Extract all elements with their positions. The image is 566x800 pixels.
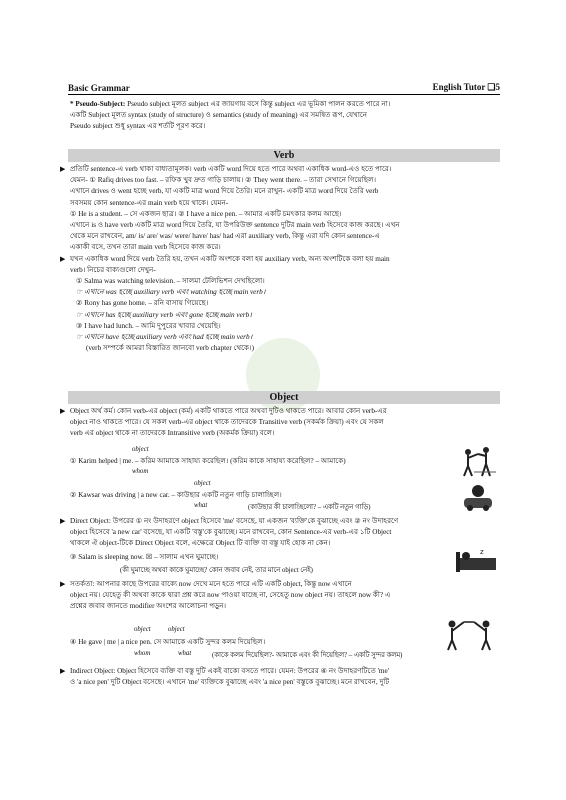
header-left: Basic Grammar — [68, 83, 130, 93]
s1-label-whom: whom — [132, 468, 149, 475]
pseudo-line3: Pseudo subject শুধু syntax এর শর্তটি পূরণ করে। — [70, 122, 206, 131]
caution-n3: প্রশ্নের জবাব জানতে modifier অংশের আলোচনা পড়ুন। — [70, 602, 227, 611]
indirect-i1: Indirect Object: Object হিসেবে ব্যক্তি বা বস্তু দুটি একই বাক্যে বসতে পারে। যেমন: উপরের ④ নং উদাহরণটিতে 'me' — [70, 667, 390, 675]
direct-d2: object হিসেবে 'a new car' বসেছে, যা একটি 'বস্তু'কে বুঝাচ্ছে। মনে রাখবেন, কোন Sentence-এর verb-এর ১টি Object — [70, 528, 392, 537]
bullet-icon: ▶ — [60, 667, 66, 675]
example-2-note: (কাউছার কী চালাচ্ছিলো? – একটি নতুন গাড়ি) — [248, 504, 371, 511]
s2-label-what: what — [194, 502, 208, 509]
direct-d3: থাকলে ঐ object-টিকে Direct Object বলে, এক্ষেত্রে Object টি ব্যক্তি বা বস্তু যাই হোক না কেন। — [70, 539, 331, 548]
example-4-note: (কাকে কলম দিয়েছিল?- আমাকে এবং কী দিয়েছিল? – একটি সুন্দর কলম) — [212, 652, 403, 659]
verb-p5: ① He is a student. – সে একজন ছাত্র। ② I have a nice pen. – আমার একটি চমৎকার কলম আছে। — [70, 209, 342, 218]
bullet-icon: ▶ — [60, 407, 66, 415]
example-3-note: (কী ঘুমাচ্ছে অথবা কাকে ঘুমাচ্ছে? কোন জবাব নেই, তার মানে object নেই) — [120, 567, 313, 574]
verb-ex1-note: ☞ এখানে was হচ্ছে auxiliary verb এবং watching হচ্ছে main verb। — [76, 288, 266, 297]
bullet-icon: ▶ — [60, 517, 66, 525]
verb-ex2: ② Rony has gone home. – রনি বাসায় গিয়েছে। — [76, 299, 209, 308]
s1-label-object: object — [132, 446, 149, 453]
verb-p10: verb। নিচের বাক্যগুলো দেখুন- — [70, 265, 156, 274]
verb-p3: এখানে drives ও went হচ্ছে verb, যা একটি মাত্র word দিয়ে তৈরি। মনে রাখুন- একটি মাত্র word দিয়ে তৈরি verb — [70, 187, 379, 196]
object-o1: Object অর্থ কর্ম। কোন verb-এর object (কর্ম) একটি থাকতে পারে অথবা দুটিও থাকতে পারে। আবার কোন verb-এর — [70, 407, 387, 415]
pseudo-label: * Pseudo-Subject: — [70, 100, 126, 108]
s4-label-what: what — [178, 650, 192, 657]
bullet-icon: ▶ — [60, 165, 66, 173]
sleeping-illustration — [452, 546, 500, 576]
object-heading: Object — [68, 391, 500, 404]
object-intro — [60, 406, 500, 440]
bullet-icon: ▶ — [60, 254, 66, 263]
driving-illustration — [456, 482, 500, 512]
object-o3: verb এর object থাকে না তাদেরকে Intransitive verb (অকর্মক ক্রিয়া) বলে। — [70, 429, 275, 438]
verb-ex1: ① Salma was watching television. – সালমা টেলিভিশন দেখছিলো। — [76, 277, 265, 286]
verb-section — [60, 164, 500, 354]
svg-text:z: z — [480, 548, 484, 556]
page-header — [68, 80, 500, 95]
verb-ex3-more: (verb সম্পর্কে আমরা বিস্তারিত জানবো verb chapter থেকে।) — [86, 344, 255, 353]
verb-ex3: ③ I have had lunch. – আমি দুপুরের খাবার খেয়েছি। — [76, 321, 221, 330]
verb-p6: এখানে is ও have verb একটি মাত্র word দিয়ে তৈরি, যা উপরিউক্ত sentence দুটির main verb হিসেবে কাজ করছে। এখন — [70, 221, 400, 230]
indirect-i2: ও 'a nice pen' দুটি Object বসেছে। এখানে 'me' ব্যক্তিকে বুঝাচ্ছে এবং 'a nice pen' বস্তুকে বুঝাচ্ছে। মনে রাখবেন, দুটি — [70, 678, 390, 687]
caution-section — [60, 579, 500, 613]
verb-ex3-note: ☞ এখানে have হচ্ছে auxiliary verb এবং had হচ্ছে main verb। — [76, 333, 253, 342]
verb-p4: সবসময় কোন sentence-এর main verb হয়ে থাকে। যেমন- — [70, 198, 229, 207]
direct-d1: Direct Object: উপরের ① নং উদাহরণে object হিসেবে 'me' বসেছে, যা একজন 'ব্যক্তি'কে বুঝাচ্ছে এবং ② নং উদাহরণে — [70, 517, 399, 525]
example-3: ③ Salam is sleeping now. ☒ – সালাম এখন ঘুমাচ্ছে। — [70, 553, 219, 561]
object-o2: object নাও থাকতে পারে। যে সকল verb-এর object থাকে তাদেরকে Transitive verb (সকর্মক ক্রিয়া) এবং যে সকল — [70, 418, 384, 427]
pseudo-text: Pseudo subject মূলত subject এর জায়গায় বসে কিন্তু subject এর ভূমিকা পালন করতে পারে না। — [125, 100, 391, 108]
example-4: ④ He gave | me | a nice pen. সে আমাকে একটি সুন্দর কলম দিয়েছিল। — [70, 638, 266, 646]
s4-label-whom: whom — [134, 650, 151, 657]
verb-p2: যেমন- ① Rafiq drives too fast. – রফিক খুব দ্রুত গাড়ি চালায়। ② They went there. – তারা সেখানে গিয়েছিল। — [70, 176, 377, 185]
pen-giving-illustration — [440, 616, 498, 652]
direct-object-section — [60, 516, 500, 550]
pseudo-line2: একটি Subject মূলত syntax (study of structure) ও semantics (study of meaning) এর সমন্বিত রূপ, যেখানে — [70, 111, 368, 120]
caution-n1: সতর্কতা: আপনার কাছে উপরের বাক্যে now দেখে মনে হতে পারে এটি একটি object, কিন্তু now এখানে — [70, 580, 352, 588]
verb-heading: Verb — [68, 149, 500, 162]
verb-p1: প্রতিটি sentence-এ verb থাকা বাধ্যতামূলক। verb একটি word দিয়ে হতে পারে অথবা একাধিক word-এও হতে পারে। — [70, 165, 392, 173]
bullet-icon: ▶ — [60, 580, 66, 588]
verb-p8: একাকী বসে, তখন তারা main verb হিসেবে কাজ করে। — [70, 243, 221, 252]
verb-ex2-note: ☞ এখানে has হচ্ছে auxiliary verb এবং gone হচ্ছে main verb। — [76, 310, 252, 319]
s4-label-object-2: object — [168, 626, 185, 633]
pseudo-subject-section — [70, 99, 500, 133]
verb-p9: যখন একাধিক word দিয়ে verb তৈরি হয়, তখন একটি অংশকে বলা হয় auxiliary verb, অন্য অংশটিকে বলা হয় main — [70, 254, 390, 263]
caution-n2: object নয়। যেহেতু কী অথবা কাকে দ্বারা প্রশ্ন করে now পাওয়া যাচ্ছে না, সেহেতু now object নয়। তাহলে now কী? এ — [70, 591, 391, 600]
header-right: English Tutor ❑5 — [432, 82, 500, 92]
s2-label-object: object — [194, 480, 211, 487]
indirect-object-section — [60, 666, 500, 688]
helping-illustration — [456, 446, 500, 478]
example-2: ② Kawsar was driving | a new car. – কাউছার একটি নতুন গাড়ি চালাচ্ছিল। — [70, 491, 282, 499]
verb-p7: থেকে মনে রাখবেন, am/ is/ are/ was/ were/ have/ has/ had এরা auxiliary verb, কিন্তু এরা যদি কোন sentence-এ — [70, 232, 380, 241]
s4-label-object-1: object — [134, 626, 151, 633]
example-1: ① Karim helped | me. – করিম আমাকে সাহায্য করেছিল। (করিম কাকে সাহায্য করেছিল? – আমাকে) — [70, 457, 346, 465]
